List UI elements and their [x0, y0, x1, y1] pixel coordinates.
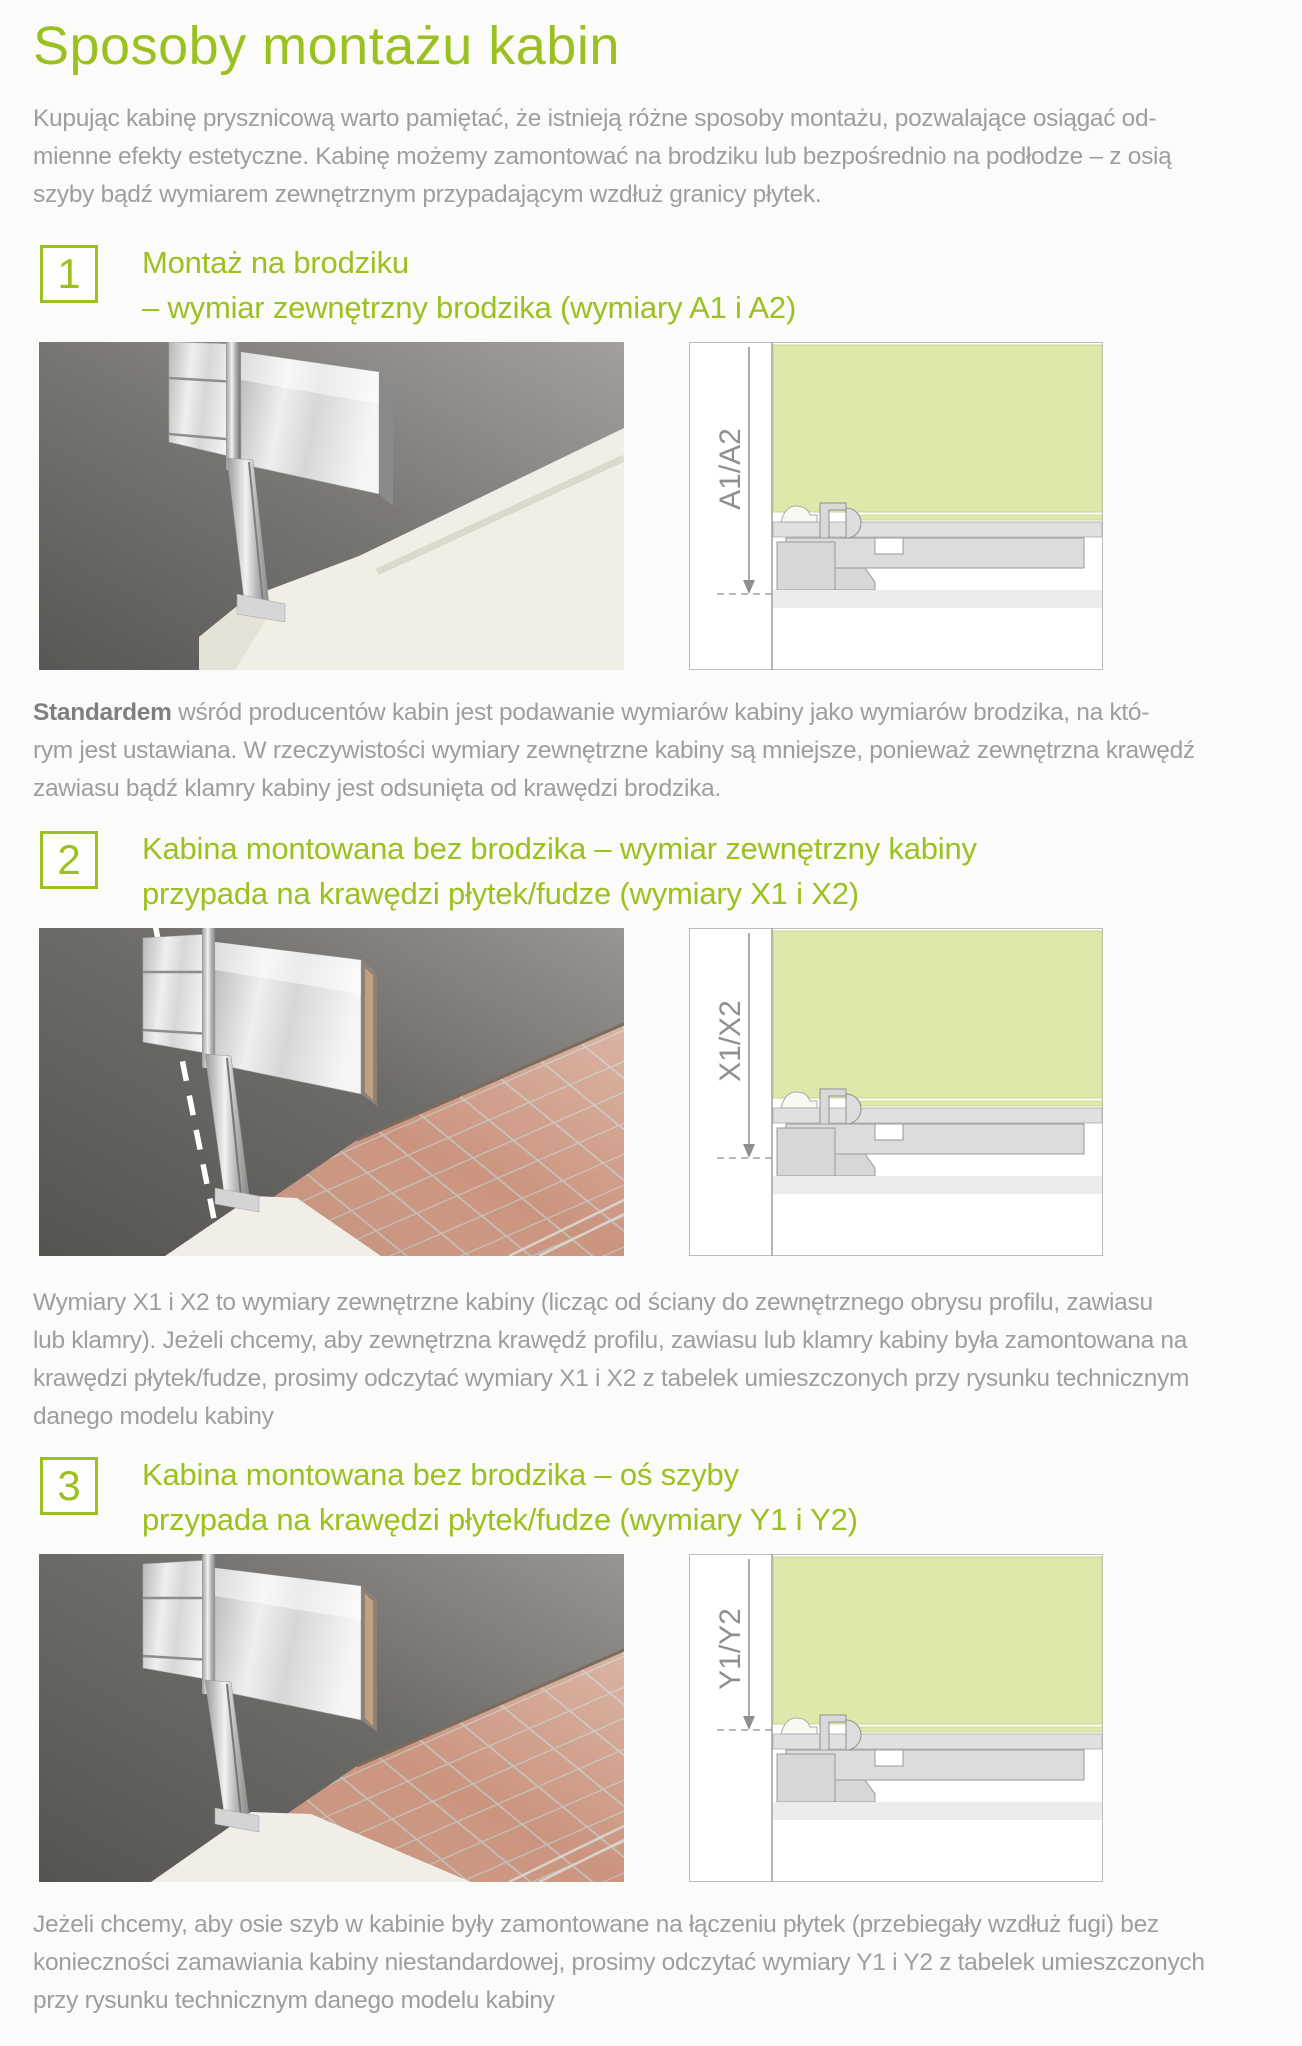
diagram-tile-edge-dimension — [689, 928, 1103, 1256]
paragraph-line: przy rysunku technicznym danego modelu kabiny — [33, 1987, 555, 2014]
glass-panel-area — [773, 1557, 1102, 1724]
x-dimensions-paragraph — [33, 1284, 1274, 1436]
glass-panel-area — [773, 931, 1102, 1098]
diagram-dimension-label: Y1/Y2 — [714, 1608, 747, 1690]
section-2-header — [33, 826, 1274, 916]
section-1-figures — [39, 342, 1274, 670]
section-heading-line: przypada na krawędzi płytek/fudze (wymiary Y1 i Y2) — [142, 1502, 858, 1537]
paragraph-line: lub klamry). Jeżeli chcemy, aby zewnętrzna krawędź profilu, zawiasu lub klamry kabiny była zamontowana na — [33, 1327, 1188, 1354]
section-heading-line: Montaż na brodziku — [142, 245, 409, 280]
section-heading-line: przypada na krawędzi płytek/fudze (wymiary X1 i X2) — [142, 876, 859, 911]
tray-base-band — [773, 590, 1102, 608]
paragraph-line: Jeżeli chcemy, aby osie szyb w kabinie były zamontowane na łączeniu płytek (przebiegały wzdłuż fugi) bez — [33, 1911, 1159, 1938]
paragraph-line: Wymiary X1 i X2 to wymiary zewnętrzne kabiny (licząc od ściany do zewnętrznego obrysu profilu, zawiasu — [33, 1289, 1153, 1316]
diagram-dimension-label: X1/X2 — [714, 1000, 747, 1082]
photo-shower-tray-hinge — [39, 342, 624, 670]
section-1-header — [33, 240, 1274, 330]
floor-base-band — [773, 1802, 1102, 1820]
tray-edge-block — [777, 542, 835, 590]
clamp-side-edge — [379, 372, 393, 506]
hinge-wall-plate — [143, 1560, 211, 1680]
slab-notch — [875, 538, 903, 554]
paragraph-line: danego modelu kabiny — [33, 1403, 274, 1430]
section-3-figures — [39, 1554, 1274, 1882]
paragraph-text: wśród producentów kabin jest podawanie wymiarów kabiny jako wymiarów brodzika, na któ- — [171, 699, 1150, 726]
section-2-figures — [39, 928, 1274, 1256]
intro-paragraph — [33, 100, 1274, 214]
section-3-header — [33, 1452, 1274, 1542]
intro-line: szyby bądź wymiarem zewnętrznym przypadającym wzdłuż granicy płytek. — [33, 181, 822, 208]
glass-panel-area — [773, 345, 1102, 512]
section-heading-line: Kabina montowana bez brodzika – oś szyby — [142, 1457, 739, 1492]
section-heading-line: Kabina montowana bez brodzika – wymiar zewnętrzny kabiny — [142, 831, 977, 866]
clamp-edge-reflection — [365, 1594, 373, 1726]
diagram-glass-axis-dimension — [689, 1554, 1103, 1882]
slab-notch — [875, 1124, 903, 1140]
section-1-heading — [142, 240, 796, 330]
section-2-heading — [142, 826, 977, 916]
floor-edge-block — [777, 1754, 835, 1802]
hinge-pin — [226, 342, 239, 470]
glass-edge-line — [854, 515, 1102, 520]
section-3-heading — [142, 1452, 858, 1542]
paragraph-line: krawędzi płytek/fudze, prosimy odczytać wymiary X1 i X2 z tabelek umieszczonych przy rysunku technicznym — [33, 1365, 1190, 1392]
y-dimensions-paragraph — [33, 1906, 1274, 2020]
paragraph-line: konieczności zamawiania kabiny niestandardowej, prosimy odczytać wymiary Y1 i Y2 z tabelek umieszczonych — [33, 1949, 1205, 1976]
standard-paragraph — [33, 694, 1274, 808]
paragraph-line: rym jest ustawiana. W rzeczywistości wymiary zewnętrzne kabiny są mniejsze, ponieważ zewnętrzna krawędź — [33, 737, 1195, 764]
clamp-edge-reflection — [365, 968, 373, 1100]
diagram-tray-dimension — [689, 342, 1103, 670]
hinge-wall-plate — [143, 934, 211, 1054]
section-heading-line: – wymiar zewnętrzny brodzika (wymiary A1 i A2) — [142, 290, 797, 325]
slab-notch — [875, 1750, 903, 1766]
glass-edge-line — [854, 1101, 1102, 1106]
floor-edge-block — [777, 1128, 835, 1176]
section-number-badge: 2 — [40, 831, 98, 889]
intro-line: mienne efekty estetyczne. Kabinę możemy zamontować na brodziku lub bezpośrednio na podłodze – z osią — [33, 143, 1172, 170]
hinge-pin — [202, 928, 215, 1068]
photo-tiled-floor-hinge — [39, 1554, 624, 1882]
page-title: Sposoby montażu kabin — [33, 16, 620, 76]
paragraph-line: zawiasu bądź klamry kabiny jest odsunięta od krawędzi brodzika. — [33, 775, 721, 802]
section-number-badge: 1 — [40, 245, 98, 303]
floor-base-band — [773, 1176, 1102, 1194]
glass-edge-line — [854, 1727, 1102, 1732]
diagram-dimension-label: A1/A2 — [714, 428, 747, 510]
photo-tiled-floor-hinge-axis — [39, 928, 624, 1256]
hinge-pin — [202, 1554, 215, 1694]
section-number-badge: 3 — [40, 1457, 98, 1515]
paragraph-line — [33, 694, 1274, 732]
bold-lead-word: Standardem — [33, 699, 172, 726]
intro-line: Kupując kabinę prysznicową warto pamiętać, że istnieją różne sposoby montażu, pozwalające osiągać od- — [33, 105, 1157, 132]
